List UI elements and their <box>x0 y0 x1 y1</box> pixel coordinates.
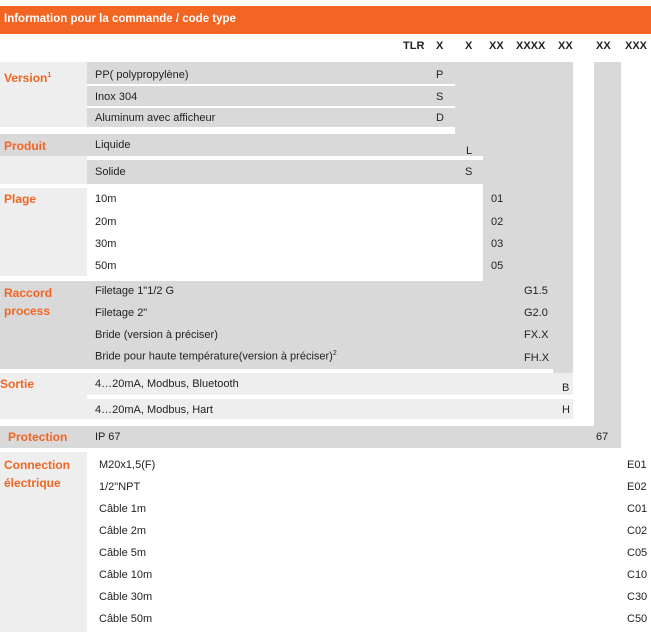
option-code: G2.0 <box>524 307 548 319</box>
option-text: Aluminum avec afficheur <box>95 112 216 124</box>
option-text: M20x1,5(F) <box>99 459 156 471</box>
option-code: FH.X <box>524 352 550 364</box>
protection-band <box>0 426 621 448</box>
option-code: G1.5 <box>524 285 548 297</box>
code-column-protection: XX <box>596 40 611 52</box>
produit-row-band <box>87 160 483 184</box>
option-code: 01 <box>491 193 504 205</box>
section-label-protection: Protection <box>8 430 68 444</box>
option-code: P <box>436 69 444 81</box>
option-code: 05 <box>491 260 504 272</box>
code-column-connection: XXX <box>625 40 648 52</box>
option-code: C50 <box>627 613 648 625</box>
option-text: 4…20mA, Modbus, Bluetooth <box>95 378 239 390</box>
section-label-version: Version$^1$ <box>4 71 52 85</box>
code-column-tlr: TLR <box>403 40 425 52</box>
option-text: Câble 2m <box>99 525 147 537</box>
option-code: 03 <box>491 238 504 250</box>
section-label-produit: Produit <box>4 139 46 153</box>
option-text: Liquide <box>95 139 131 151</box>
protection-column-band <box>594 62 621 426</box>
option-text: Inox 304 <box>95 91 138 103</box>
option-code: C30 <box>627 591 648 603</box>
option-code: L <box>466 145 473 157</box>
option-code: C01 <box>627 503 648 515</box>
option-code: E01 <box>627 459 647 471</box>
option-code: 02 <box>491 216 504 228</box>
produit-label-band <box>0 156 87 184</box>
produit-row-band <box>0 134 483 156</box>
code-column-sortie: XX <box>558 40 573 52</box>
option-code: S <box>436 91 444 103</box>
code-column-plage: XX <box>489 40 504 52</box>
option-code: H <box>562 404 570 416</box>
option-text: 1/2"NPT <box>99 481 141 493</box>
section-label-connection: Connection électrique <box>4 458 70 490</box>
option-code: E02 <box>627 481 647 493</box>
option-code: C02 <box>627 525 648 537</box>
code-column-raccord: XXXX <box>516 40 546 52</box>
produit-column-band <box>455 62 483 134</box>
option-text: 10m <box>95 193 117 205</box>
option-code: B <box>562 382 570 394</box>
option-text: PP( polypropylène) <box>95 69 189 81</box>
option-text: Filetage 1"1/2 G <box>95 285 175 297</box>
version-row-band <box>87 86 455 106</box>
option-text: 20m <box>95 216 117 228</box>
section-label-raccord: Raccord process <box>4 286 53 318</box>
page-title: Information pour la commande / code type <box>4 13 236 25</box>
option-code: D <box>436 112 444 124</box>
option-code: S <box>465 166 473 178</box>
option-text: 50m <box>95 260 117 272</box>
raccord-column-band <box>511 62 553 281</box>
code-column-produit: X <box>465 40 473 52</box>
option-text: Câble 10m <box>99 569 153 581</box>
option-text: 30m <box>95 238 117 250</box>
option-text: Filetage 2" <box>95 307 148 319</box>
option-code: FX.X <box>524 329 549 341</box>
section-label-plage: Plage <box>4 192 37 206</box>
option-text: Câble 30m <box>99 591 153 603</box>
option-code: 67 <box>596 431 609 443</box>
option-code: C10 <box>627 569 648 581</box>
option-text: Câble 50m <box>99 613 153 625</box>
option-text: Solide <box>95 166 126 178</box>
sortie-column-band <box>553 62 573 373</box>
option-text: Bride pour haute température(version à préciser)$^2$ <box>95 350 337 363</box>
option-text: 4…20mA, Modbus, Hart <box>95 404 213 416</box>
option-text: Câble 1m <box>99 503 147 515</box>
code-column-version: X <box>436 40 444 52</box>
option-text: Câble 5m <box>99 547 147 559</box>
option-text: Bride (version à préciser) <box>95 329 218 341</box>
section-label-sortie: Sortie <box>0 377 35 391</box>
option-code: C05 <box>627 547 648 559</box>
option-text: IP 67 <box>95 431 121 443</box>
